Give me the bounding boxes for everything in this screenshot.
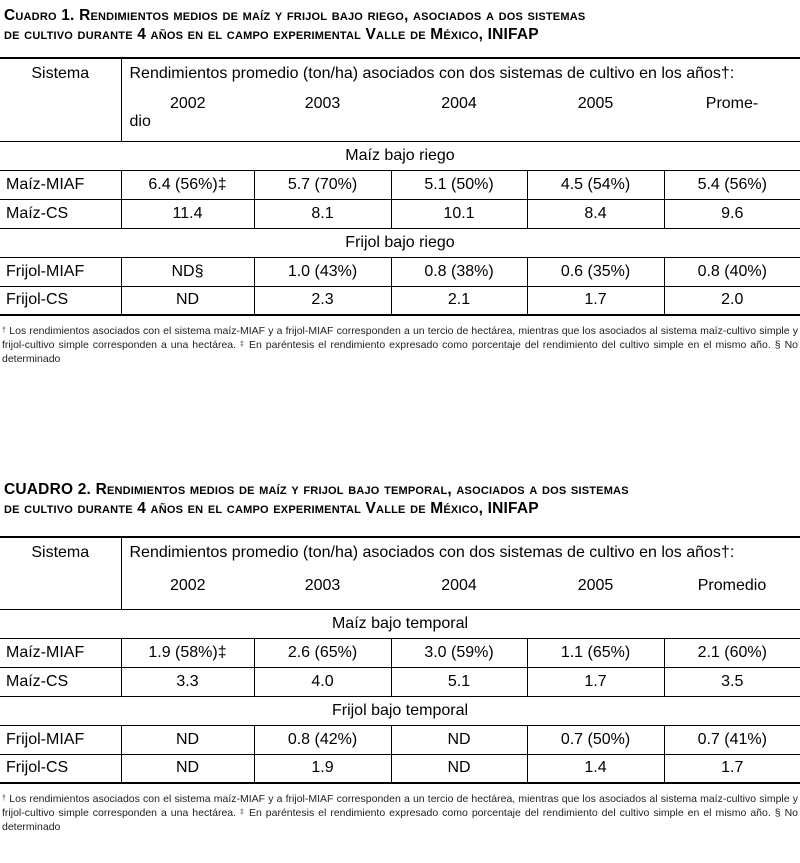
table-row: [0, 257, 800, 286]
table-cell: 2.6 (65%): [254, 638, 391, 667]
table-cell: 0.8 (40%): [664, 257, 800, 286]
table2-section: [0, 480, 800, 834]
table2-system-cell: Maíz-MIAF: [0, 638, 121, 667]
table1-system-cell: Frijol-CS: [0, 286, 121, 315]
table-cell: 8.1: [254, 199, 391, 228]
table-cell: 11.4: [121, 199, 254, 228]
table2-year-2002: 2002: [169, 577, 206, 594]
table1-section: [0, 6, 800, 366]
footnote-dagger-mark: †: [2, 795, 7, 802]
table-cell: 6.4 (56%)‡: [121, 170, 254, 199]
table-cell: 2.1 (60%): [664, 638, 800, 667]
table2-system-cell: Frijol-CS: [0, 754, 121, 783]
table-cell: 2.0: [664, 286, 800, 315]
table-cell: 9.6: [664, 199, 800, 228]
table-cell: 1.4: [527, 754, 664, 783]
table1-group-label: Maíz bajo riego: [0, 141, 800, 170]
table-row: [0, 754, 800, 783]
table-row: [0, 199, 800, 228]
table-cell: ND: [121, 754, 254, 783]
table-row: [0, 638, 800, 667]
footnote-text: Los rendimientos asociados con el sistema maíz-MIAF y a frijol-MIAF corresponden a un tercio de hectárea, mientras que los asociados al sistema maíz-cultivo simple y frijol-cultivo simple corresponden a una hectárea.: [2, 325, 798, 351]
table-cell: 1.7: [664, 754, 800, 783]
table-cell: 0.8 (42%): [254, 725, 391, 754]
table-cell: 5.7 (70%): [254, 170, 391, 199]
table-cell: ND: [391, 725, 527, 754]
table-cell: 8.4: [527, 199, 664, 228]
table-cell: 1.1 (65%): [527, 638, 664, 667]
table-cell: 2.3: [254, 286, 391, 315]
table1-footnote: [2, 324, 798, 366]
table1: [0, 57, 800, 316]
table-cell: ND: [121, 725, 254, 754]
table1-header-title: Rendimientos promedio (ton/ha) asociados con dos sistemas de cultivo en los años†:: [121, 58, 800, 91]
footnote-double-dagger-mark: ‡: [240, 341, 245, 348]
table2-year-2005: 2005: [577, 577, 614, 594]
table-cell: 5.1: [391, 667, 527, 696]
table2-year-promedio: Promedio: [697, 577, 767, 594]
table1-caption: [4, 6, 800, 44]
footnote-double-dagger-mark: ‡: [240, 809, 245, 816]
table-row: [0, 286, 800, 315]
table1-header-system: Sistema: [0, 58, 121, 141]
table1-caption-line2: de cultivo durante 4 años en el campo experimental Valle de México, INIFAP: [4, 26, 539, 43]
table-cell: 0.7 (50%): [527, 725, 664, 754]
table2-caption: [4, 480, 800, 518]
table2-system-cell: Maíz-CS: [0, 667, 121, 696]
table1-year-2002: [121, 91, 254, 141]
table2-header-row: [0, 537, 800, 577]
table2-system-cell: Frijol-MIAF: [0, 725, 121, 754]
table-row: [0, 725, 800, 754]
table-cell: 0.6 (35%): [527, 257, 664, 286]
table1-year-2005: 2005: [577, 95, 614, 112]
table2-caption-line1: CUADRO 2. Rendimientos medios de maíz y frijol bajo temporal, asociados a dos sistemas: [4, 481, 629, 498]
table-cell: 3.0 (59%): [391, 638, 527, 667]
table2-group-label: Frijol bajo temporal: [0, 696, 800, 725]
table-cell: 1.9 (58%)‡: [121, 638, 254, 667]
table1-year-promedio: Prome-: [705, 95, 759, 112]
table-cell: 1.9: [254, 754, 391, 783]
table-cell: ND: [391, 754, 527, 783]
table2-year-2004: 2004: [441, 577, 477, 594]
table1-system-cell: Maíz-CS: [0, 199, 121, 228]
table-cell: 2.1: [391, 286, 527, 315]
table-cell: 4.0: [254, 667, 391, 696]
table2-year-2003: 2003: [304, 577, 341, 594]
table2-group-label: Maíz bajo temporal: [0, 609, 800, 638]
table-row: [0, 170, 800, 199]
table1-year-wrap: dio: [129, 113, 151, 130]
table-cell: 4.5 (54%): [527, 170, 664, 199]
footnote-text: En paréntesis el rendimiento expresado como porcentaje del rendimiento del cultivo simple en el mismo año. § No determinado: [2, 807, 798, 833]
table2-footnote: [2, 792, 798, 834]
table-cell: 0.8 (38%): [391, 257, 527, 286]
footnote-text: Los rendimientos asociados con el sistema maíz-MIAF y a frijol-MIAF corresponden a un tercio de hectárea, mientras que los asociados al sistema maíz-cultivo simple y frijol-cultivo simple corresponden a una hectárea.: [2, 793, 798, 819]
table1-group-maiz: [0, 141, 800, 170]
table-cell: 1.7: [527, 286, 664, 315]
table-cell: 0.7 (41%): [664, 725, 800, 754]
table2: [0, 536, 800, 784]
table1-header-row: [0, 58, 800, 91]
table2-header-title: Rendimientos promedio (ton/ha) asociados con dos sistemas de cultivo en los años†:: [121, 537, 800, 577]
table1-caption-line1: Cuadro 1. Rendimientos medios de maíz y frijol bajo riego, asociados a dos sistemas: [4, 7, 586, 24]
table2-group-frijol: [0, 696, 800, 725]
table2-caption-line2: de cultivo durante 4 años en el campo experimental Valle de México, INIFAP: [4, 500, 539, 517]
table1-group-label: Frijol bajo riego: [0, 228, 800, 257]
table-cell: ND§: [121, 257, 254, 286]
table1-year-2003: 2003: [304, 95, 341, 112]
table2-header-system: Sistema: [0, 537, 121, 609]
table-cell: 5.1 (50%): [391, 170, 527, 199]
table-cell: 3.3: [121, 667, 254, 696]
footnote-dagger-mark: †: [2, 327, 7, 334]
table-cell: 1.0 (43%): [254, 257, 391, 286]
table1-group-frijol: [0, 228, 800, 257]
table1-year-label: 2002: [169, 95, 206, 112]
table-cell: 10.1: [391, 199, 527, 228]
table-row: [0, 667, 800, 696]
table-cell: 5.4 (56%): [664, 170, 800, 199]
table1-system-cell: Frijol-MIAF: [0, 257, 121, 286]
table2-group-maiz: [0, 609, 800, 638]
table-cell: 1.7: [527, 667, 664, 696]
table1-system-cell: Maíz-MIAF: [0, 170, 121, 199]
table-cell: ND: [121, 286, 254, 315]
footnote-text: En paréntesis el rendimiento expresado como porcentaje del rendimiento del cultivo simple en el mismo año. § No determinado: [2, 339, 798, 365]
table-cell: 3.5: [664, 667, 800, 696]
table1-year-2004: 2004: [441, 95, 477, 112]
